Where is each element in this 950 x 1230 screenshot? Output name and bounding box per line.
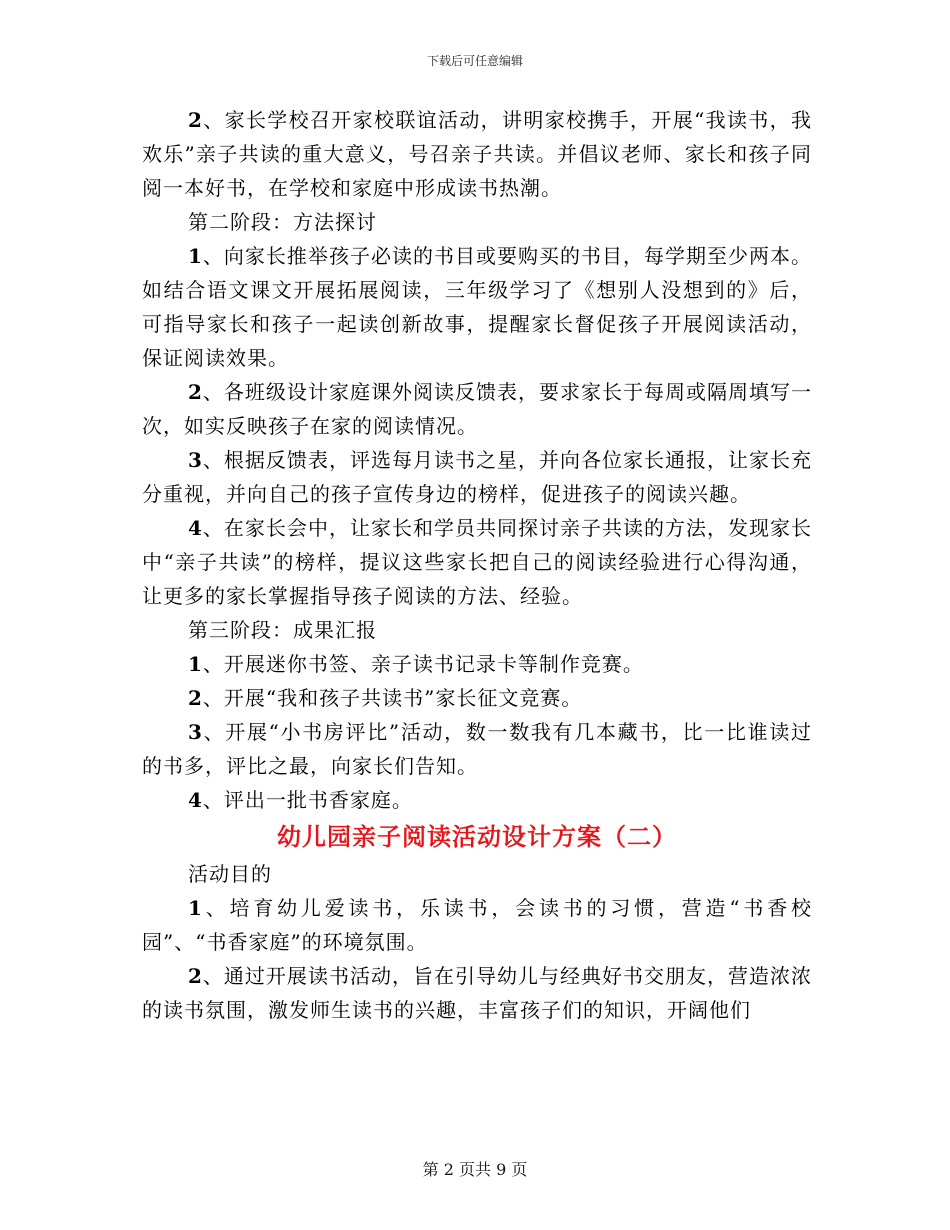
list-number: 2 xyxy=(188,686,203,710)
paragraph xyxy=(142,959,812,1027)
section-heading: 活动目的 xyxy=(188,862,272,886)
paragraph-text: 、向家长推举孩子必读的书目或要购买的书目，每学期至少两本。如结合语文课文开展拓展阅读，三年级学习了《想别人没想到的》后，可指导家长和孩子一起读创新故事，提醒家长督促孩子开展阅读活动，保证阅读效果。 xyxy=(142,244,812,370)
paragraph xyxy=(142,891,812,959)
page-footer: 第 2 页共 9 页 xyxy=(422,1160,528,1179)
paragraph xyxy=(142,375,812,443)
paragraph-text: 、在家长会中，让家长和学员共同探讨亲子共读的方法，发现家长中“亲子共读”的榜样，提议这些家长把自己的阅读经验进行心得沟通，让更多的家长掌握指导孩子阅读的方法、经验。 xyxy=(142,516,812,608)
list-number: 2 xyxy=(188,108,203,132)
list-number: 1 xyxy=(188,652,203,676)
list-number: 3 xyxy=(188,448,203,472)
paragraph-text: 、培育幼儿爱读书，乐读书，会读书的习惯，营造“书香校园”、“书香家庭”的环境氛围。 xyxy=(142,896,812,954)
paragraph xyxy=(142,511,812,613)
paragraph xyxy=(142,239,812,375)
paragraph-text: 、各班级设计家庭课外阅读反馈表，要求家长于每周或隔周填写一次，如实反映孩子在家的阅读情况。 xyxy=(142,380,812,438)
paragraph-text: 、通过开展读书活动，旨在引导幼儿与经典好书交朋友，营造浓浓的读书氛围，激发师生读书的兴趣，丰富孩子们的知识，开阔他们 xyxy=(142,964,812,1022)
paragraph-text: 、开展“我和孩子共读书”家长征文竞赛。 xyxy=(202,686,583,710)
paragraph xyxy=(142,783,812,817)
list-number: 1 xyxy=(188,244,203,268)
list-number: 2 xyxy=(188,964,203,988)
paragraph xyxy=(142,647,812,681)
paragraph-text: 、开展“小书房评比”活动，数一数我有几本藏书，比一比谁读过的书多，评比之最，向家长们告知。 xyxy=(142,720,812,778)
document-title: 幼儿园亲子阅读活动设计方案（二） xyxy=(277,822,677,851)
paragraph-text: 、评出一批书香家庭。 xyxy=(202,788,413,812)
paragraph xyxy=(142,443,812,511)
paragraph xyxy=(142,681,812,715)
page-header: 下载后可任意编辑 xyxy=(426,54,523,68)
list-number: 3 xyxy=(188,720,203,744)
paragraph-text: 、根据反馈表，评选每月读书之星，并向各位家长通报，让家长充分重视，并向自己的孩子宣传身边的榜样，促进孩子的阅读兴趣。 xyxy=(142,448,812,506)
section-heading: 第三阶段：成果汇报 xyxy=(188,618,377,642)
paragraph-text: 、开展迷你书签、亲子读书记录卡等制作竞赛。 xyxy=(202,652,644,676)
paragraph xyxy=(142,103,812,205)
section-heading: 第二阶段：方法探讨 xyxy=(188,210,377,234)
list-number: 4 xyxy=(188,788,203,812)
document-body xyxy=(142,103,812,1027)
paragraph-text: 、家长学校召开家校联谊活动，讲明家校携手，开展“我读书，我欢乐”亲子共读的重大意义，号召亲子共读。并倡议老师、家长和孩子同阅一本好书，在学校和家庭中形成读书热潮。 xyxy=(142,108,812,200)
list-number: 2 xyxy=(188,380,203,404)
list-number: 1 xyxy=(188,896,203,920)
paragraph xyxy=(142,715,812,783)
list-number: 4 xyxy=(188,516,203,540)
